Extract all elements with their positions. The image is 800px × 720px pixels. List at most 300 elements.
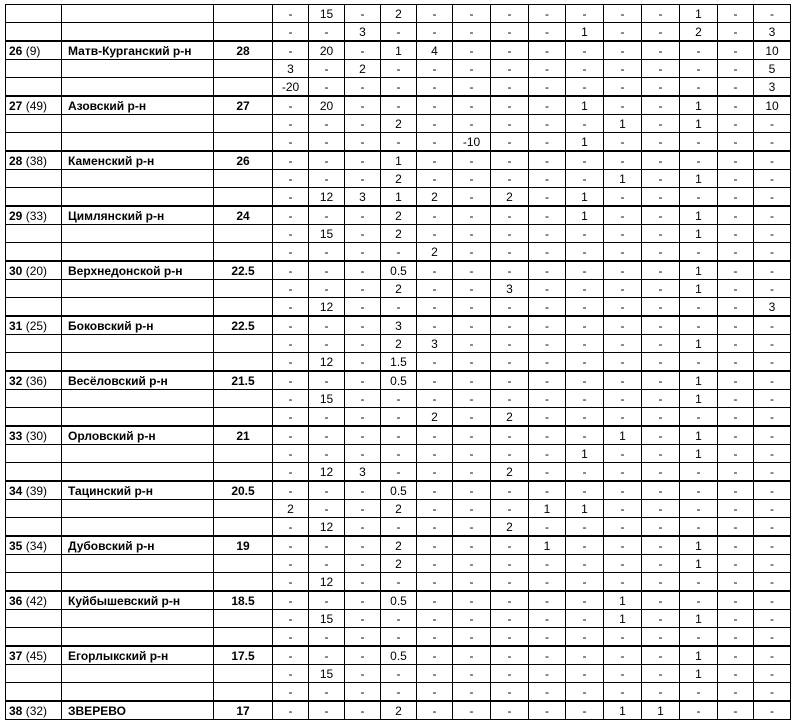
value-cell: - [754, 463, 791, 482]
value-cell: - [604, 151, 642, 170]
value-cell: - [566, 701, 604, 720]
value-cell: 2 [381, 335, 417, 353]
value-cell: - [273, 426, 309, 445]
value-cell: 1 [381, 188, 417, 207]
value-cell: - [642, 610, 680, 628]
value-cell: - [273, 536, 309, 555]
value-cell: - [642, 646, 680, 665]
value-cell: - [566, 518, 604, 537]
rank-cell [6, 41, 62, 60]
value-cell: - [417, 371, 453, 390]
value-cell: - [417, 628, 453, 647]
value-cell: - [309, 206, 345, 225]
value-cell: - [417, 316, 453, 335]
value-cell: - [604, 298, 642, 317]
value-cell: - [381, 573, 417, 592]
value-cell: - [566, 225, 604, 243]
value-cell: - [417, 463, 453, 482]
value-cell: 1 [680, 610, 718, 628]
value-cell: 1 [680, 426, 718, 445]
value-cell: - [754, 665, 791, 683]
previous-rank: (39) [25, 483, 48, 498]
value-cell: 15 [309, 665, 345, 683]
value-cell: - [529, 151, 566, 170]
value-cell: - [680, 683, 718, 702]
value-cell: - [491, 206, 529, 225]
value-cell: 0.5 [381, 371, 417, 390]
table-row [6, 133, 791, 152]
value-cell: - [273, 96, 309, 115]
previous-rank: (30) [25, 428, 48, 443]
value-cell: - [566, 41, 604, 60]
value-cell: - [642, 445, 680, 463]
value-cell: - [345, 133, 381, 152]
value-cell: - [381, 408, 417, 427]
rank-number: 38 [9, 703, 23, 718]
previous-rank: (34) [25, 538, 48, 553]
value-cell: - [642, 78, 680, 97]
value-cell: - [345, 335, 381, 353]
value-cell: - [309, 316, 345, 335]
value-cell: - [718, 408, 754, 427]
value-cell: - [642, 628, 680, 647]
value-cell: - [491, 261, 529, 280]
value-cell: - [491, 78, 529, 97]
value-cell: - [273, 628, 309, 647]
value-cell: - [491, 610, 529, 628]
value-cell: - [417, 555, 453, 573]
rank-cell [6, 390, 62, 408]
value-cell: - [309, 133, 345, 152]
value-cell: - [273, 5, 309, 23]
value-cell: - [604, 390, 642, 408]
previous-rank: (45) [25, 648, 48, 663]
value-cell: 3 [754, 298, 791, 317]
value-cell: - [718, 206, 754, 225]
rank-cell [6, 518, 62, 537]
district-row [6, 591, 791, 610]
value-cell: - [604, 261, 642, 280]
value-cell: - [566, 5, 604, 23]
value-cell: - [309, 280, 345, 298]
value-cell: - [309, 445, 345, 463]
value-cell: - [718, 481, 754, 500]
table-row [6, 445, 791, 463]
district-name: ЗВЕРЕВО [62, 701, 214, 720]
value-cell: - [309, 646, 345, 665]
value-cell: - [604, 408, 642, 427]
value-cell: - [680, 151, 718, 170]
value-cell: - [453, 60, 491, 78]
previous-rank: (36) [25, 373, 48, 388]
value-cell: - [345, 390, 381, 408]
value-cell: 2 [381, 206, 417, 225]
value-cell: 10 [754, 96, 791, 115]
value-cell: - [273, 665, 309, 683]
value-cell: - [453, 335, 491, 353]
value-cell: - [718, 5, 754, 23]
rank-number: 36 [9, 593, 23, 608]
value-cell: - [529, 170, 566, 188]
value-cell: 1 [680, 371, 718, 390]
value-cell: 1 [566, 500, 604, 518]
value-cell: - [453, 371, 491, 390]
value-cell: 2 [381, 555, 417, 573]
value-cell: - [273, 573, 309, 592]
previous-rank: (42) [25, 593, 48, 608]
value-cell: - [718, 500, 754, 518]
rank-cell [6, 335, 62, 353]
value-cell: - [604, 481, 642, 500]
value-cell: - [309, 426, 345, 445]
value-cell: - [642, 280, 680, 298]
value-cell: - [273, 316, 309, 335]
district-name [62, 133, 214, 152]
value-cell: - [491, 225, 529, 243]
district-name [62, 408, 214, 427]
value-cell: - [309, 701, 345, 720]
value-cell: - [345, 536, 381, 555]
value-cell: - [529, 371, 566, 390]
value-cell: - [273, 463, 309, 482]
value-cell: - [417, 591, 453, 610]
previous-rank: (25) [25, 318, 48, 333]
total-score [214, 500, 273, 518]
value-cell: - [754, 683, 791, 702]
value-cell: - [529, 683, 566, 702]
value-cell: - [642, 243, 680, 262]
value-cell: - [718, 298, 754, 317]
value-cell: 20 [309, 96, 345, 115]
rank-number: 32 [9, 373, 23, 388]
previous-rank: (49) [25, 98, 48, 113]
value-cell: - [642, 371, 680, 390]
value-cell: - [273, 591, 309, 610]
value-cell: - [273, 390, 309, 408]
value-cell: - [417, 646, 453, 665]
value-cell: - [642, 573, 680, 592]
rank-cell [6, 665, 62, 683]
value-cell: - [453, 445, 491, 463]
value-cell: - [309, 151, 345, 170]
district-name: Куйбышевский р-н [62, 591, 214, 610]
rank-cell [6, 280, 62, 298]
rank-cell [6, 298, 62, 317]
value-cell: - [642, 23, 680, 42]
value-cell: - [273, 298, 309, 317]
total-score [214, 555, 273, 573]
rank-number: 34 [9, 483, 23, 498]
value-cell: - [566, 151, 604, 170]
total-score [214, 243, 273, 262]
total-score: 19 [214, 536, 273, 555]
value-cell: - [754, 408, 791, 427]
total-score: 18.5 [214, 591, 273, 610]
value-cell: - [309, 555, 345, 573]
value-cell: - [453, 23, 491, 42]
value-cell: - [642, 481, 680, 500]
value-cell: - [642, 500, 680, 518]
value-cell: - [491, 646, 529, 665]
value-cell: - [273, 683, 309, 702]
value-cell: - [754, 628, 791, 647]
value-cell: - [453, 683, 491, 702]
value-cell: 1 [680, 555, 718, 573]
value-cell: - [453, 701, 491, 720]
value-cell: - [273, 610, 309, 628]
table-row [6, 390, 791, 408]
value-cell: - [345, 225, 381, 243]
value-cell: - [680, 518, 718, 537]
value-cell: - [642, 555, 680, 573]
value-cell: 1 [680, 225, 718, 243]
rank-cell [6, 610, 62, 628]
value-cell: - [566, 371, 604, 390]
table-row [6, 188, 791, 207]
value-cell: - [273, 23, 309, 42]
value-cell: - [491, 335, 529, 353]
value-cell: 2 [491, 518, 529, 537]
value-cell: - [345, 151, 381, 170]
value-cell: - [273, 445, 309, 463]
value-cell: - [529, 555, 566, 573]
district-name [62, 665, 214, 683]
value-cell: - [642, 316, 680, 335]
value-cell: - [604, 518, 642, 537]
value-cell: 1 [604, 591, 642, 610]
value-cell: - [417, 445, 453, 463]
district-row [6, 261, 791, 280]
value-cell: - [453, 96, 491, 115]
value-cell: - [642, 170, 680, 188]
value-cell: - [680, 701, 718, 720]
district-name: Боковский р-н [62, 316, 214, 335]
value-cell: - [642, 261, 680, 280]
value-cell: - [604, 41, 642, 60]
value-cell: - [718, 316, 754, 335]
previous-rank: (32) [25, 703, 48, 718]
value-cell: 1 [680, 646, 718, 665]
value-cell: - [718, 335, 754, 353]
district-name [62, 188, 214, 207]
value-cell: - [417, 573, 453, 592]
rank-number: 37 [9, 648, 23, 663]
value-cell: 2 [273, 500, 309, 518]
value-cell: -20 [273, 78, 309, 97]
value-cell: - [491, 23, 529, 42]
rank-cell [6, 463, 62, 482]
value-cell: - [566, 170, 604, 188]
total-score [214, 518, 273, 537]
value-cell: - [754, 115, 791, 133]
value-cell: - [718, 261, 754, 280]
district-name [62, 390, 214, 408]
rank-number: 31 [9, 318, 23, 333]
district-name [62, 60, 214, 78]
rank-cell [6, 188, 62, 207]
district-name: Дубовский р-н [62, 536, 214, 555]
table-row [6, 353, 791, 372]
value-cell: - [453, 261, 491, 280]
value-cell: 12 [309, 463, 345, 482]
rank-cell [6, 353, 62, 372]
rank-cell [6, 60, 62, 78]
rank-cell [6, 646, 62, 665]
district-name [62, 243, 214, 262]
value-cell: 1 [604, 426, 642, 445]
value-cell: 0.5 [381, 591, 417, 610]
value-cell: 3 [273, 60, 309, 78]
value-cell: - [345, 206, 381, 225]
value-cell: - [309, 261, 345, 280]
value-cell: - [491, 701, 529, 720]
value-cell: 15 [309, 225, 345, 243]
value-cell: 12 [309, 188, 345, 207]
value-cell: - [754, 261, 791, 280]
value-cell: 1 [680, 96, 718, 115]
total-score: 21.5 [214, 371, 273, 390]
value-cell: - [381, 96, 417, 115]
value-cell: 1 [604, 170, 642, 188]
district-name [62, 335, 214, 353]
value-cell: - [642, 206, 680, 225]
value-cell: - [491, 298, 529, 317]
district-name: Егорлыкский р-н [62, 646, 214, 665]
value-cell: 2 [417, 243, 453, 262]
value-cell: - [491, 536, 529, 555]
rank-number: 28 [9, 153, 23, 168]
value-cell: - [345, 701, 381, 720]
value-cell: 2 [381, 115, 417, 133]
value-cell: - [754, 280, 791, 298]
value-cell: 1 [529, 536, 566, 555]
value-cell: 1 [529, 500, 566, 518]
value-cell: - [529, 426, 566, 445]
value-cell: 1 [680, 665, 718, 683]
rank-cell [6, 5, 62, 23]
value-cell: - [680, 243, 718, 262]
value-cell: 15 [309, 390, 345, 408]
rank-number: 29 [9, 208, 23, 223]
value-cell: - [680, 41, 718, 60]
value-cell: 1 [381, 41, 417, 60]
value-cell: 0.5 [381, 646, 417, 665]
value-cell: - [345, 280, 381, 298]
value-cell: - [381, 628, 417, 647]
value-cell: - [566, 628, 604, 647]
value-cell: 2 [491, 188, 529, 207]
value-cell: - [680, 573, 718, 592]
rank-number: 26 [9, 43, 23, 58]
value-cell: - [718, 518, 754, 537]
value-cell: - [491, 445, 529, 463]
value-cell: - [604, 371, 642, 390]
total-score [214, 225, 273, 243]
value-cell: - [642, 463, 680, 482]
district-row [6, 316, 791, 335]
value-cell: - [273, 408, 309, 427]
value-cell: - [642, 426, 680, 445]
table-row [6, 665, 791, 683]
value-cell: - [417, 298, 453, 317]
value-cell: 2 [417, 188, 453, 207]
value-cell: - [273, 41, 309, 60]
value-cell: - [453, 500, 491, 518]
value-cell: - [604, 188, 642, 207]
value-cell: - [529, 628, 566, 647]
total-score: 22.5 [214, 316, 273, 335]
value-cell: - [453, 115, 491, 133]
district-name [62, 628, 214, 647]
value-cell: - [642, 188, 680, 207]
value-cell: - [453, 280, 491, 298]
value-cell: - [680, 353, 718, 372]
total-score: 24 [214, 206, 273, 225]
value-cell: 3 [491, 280, 529, 298]
rank-number: 35 [9, 538, 23, 553]
value-cell: - [604, 96, 642, 115]
value-cell: - [566, 243, 604, 262]
rank-number: 27 [9, 98, 23, 113]
value-cell: - [309, 115, 345, 133]
value-cell: - [453, 151, 491, 170]
value-cell: - [345, 371, 381, 390]
value-cell: - [381, 23, 417, 42]
table-row [6, 23, 791, 42]
value-cell: - [680, 78, 718, 97]
value-cell: - [453, 573, 491, 592]
value-cell: - [381, 298, 417, 317]
district-row [6, 646, 791, 665]
value-cell: - [417, 683, 453, 702]
value-cell: - [529, 573, 566, 592]
value-cell: - [680, 316, 718, 335]
value-cell: - [453, 610, 491, 628]
value-cell: - [345, 628, 381, 647]
table-row [6, 298, 791, 317]
value-cell: - [566, 646, 604, 665]
value-cell: - [309, 243, 345, 262]
district-name: Матв-Курганский р-н [62, 41, 214, 60]
district-name [62, 170, 214, 188]
district-row [6, 206, 791, 225]
district-name [62, 78, 214, 97]
value-cell: - [453, 426, 491, 445]
value-cell: - [642, 536, 680, 555]
value-cell: 1 [381, 151, 417, 170]
value-cell: - [453, 408, 491, 427]
table-row [6, 610, 791, 628]
value-cell: - [566, 591, 604, 610]
value-cell: - [529, 610, 566, 628]
value-cell: - [718, 463, 754, 482]
value-cell: - [381, 426, 417, 445]
value-cell: 1 [566, 133, 604, 152]
value-cell: - [529, 481, 566, 500]
value-cell: - [345, 261, 381, 280]
value-cell: - [345, 115, 381, 133]
value-cell: 1 [680, 335, 718, 353]
value-cell: 3 [417, 335, 453, 353]
district-row [6, 701, 791, 720]
rank-cell [6, 445, 62, 463]
value-cell: - [273, 518, 309, 537]
value-cell: - [718, 151, 754, 170]
value-cell: - [345, 573, 381, 592]
table-row [6, 243, 791, 262]
value-cell: - [718, 426, 754, 445]
value-cell: - [453, 78, 491, 97]
